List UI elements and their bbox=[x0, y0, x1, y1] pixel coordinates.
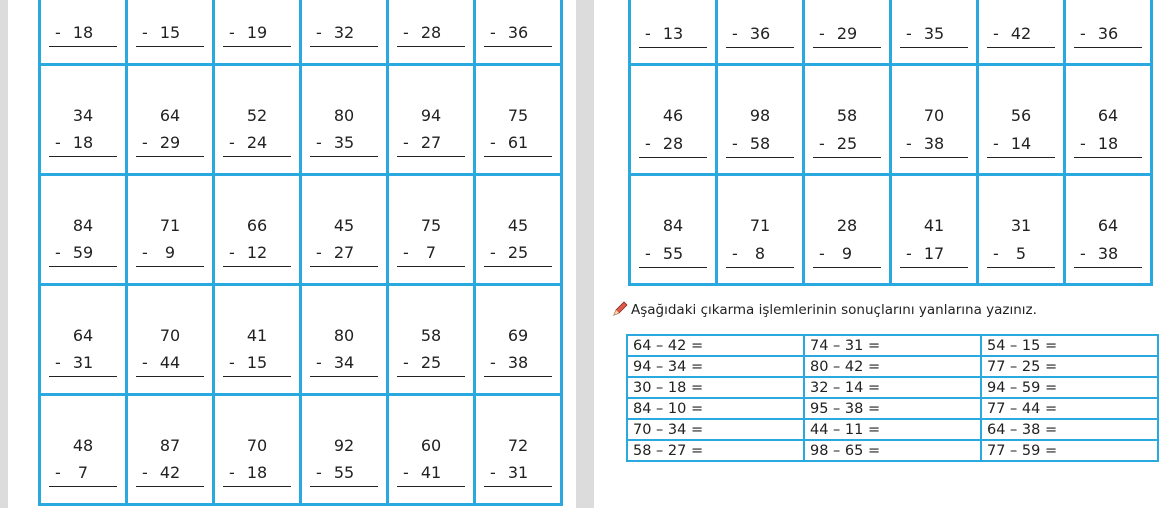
subtrahend-line bbox=[813, 134, 881, 158]
minuend: 45 bbox=[507, 216, 529, 235]
minuend: 92 bbox=[333, 436, 355, 455]
grid-row bbox=[40, 175, 562, 285]
minuend: 69 bbox=[507, 326, 529, 345]
subtraction-grid-left bbox=[38, 0, 563, 506]
expression-row bbox=[627, 440, 1158, 461]
subtrahend: 14 bbox=[1010, 134, 1032, 153]
subtrahend-line bbox=[1074, 24, 1142, 48]
grid-row bbox=[40, 285, 562, 395]
subtraction-grid-right bbox=[628, 0, 1153, 286]
minus-sign: - bbox=[819, 244, 825, 263]
minus-sign: - bbox=[55, 353, 61, 372]
minus-sign: - bbox=[229, 353, 235, 372]
minuend: 58 bbox=[420, 326, 442, 345]
subtrahend-line bbox=[900, 244, 968, 268]
expression-cell[interactable]: 74 – 31 = bbox=[804, 335, 981, 356]
minuend: 60 bbox=[420, 436, 442, 455]
subtrahend: 36 bbox=[749, 24, 771, 43]
subtrahend: 9 bbox=[164, 243, 176, 262]
problem-cell bbox=[978, 65, 1065, 175]
minus-sign: - bbox=[490, 23, 496, 42]
problem-cell bbox=[40, 175, 127, 285]
problem-cell bbox=[891, 0, 978, 65]
subtrahend-line bbox=[987, 24, 1055, 48]
subtrahend: 36 bbox=[1097, 24, 1119, 43]
problem-cell bbox=[127, 175, 214, 285]
subtrahend-line bbox=[136, 243, 204, 267]
subtrahend: 18 bbox=[72, 133, 94, 152]
minus-sign: - bbox=[316, 133, 322, 152]
minuend: 41 bbox=[923, 216, 945, 235]
minus-sign: - bbox=[229, 243, 235, 262]
minus-sign: - bbox=[403, 243, 409, 262]
minuend: 98 bbox=[749, 106, 771, 125]
minus-sign: - bbox=[403, 353, 409, 372]
problem-cell bbox=[388, 395, 475, 505]
subtrahend-line bbox=[136, 133, 204, 157]
minuend: 75 bbox=[507, 106, 529, 125]
expression-cell[interactable]: 64 – 38 = bbox=[981, 419, 1158, 440]
minus-sign: - bbox=[403, 23, 409, 42]
subtrahend-line bbox=[900, 134, 968, 158]
problem-cell bbox=[630, 65, 717, 175]
subtrahend: 61 bbox=[507, 133, 529, 152]
minuend: 64 bbox=[1097, 216, 1119, 235]
subtrahend-line bbox=[987, 134, 1055, 158]
subtrahend-line bbox=[397, 23, 465, 47]
minuend: 71 bbox=[159, 216, 181, 235]
minuend: 87 bbox=[159, 436, 181, 455]
expression-cell[interactable]: 64 – 42 = bbox=[627, 335, 804, 356]
problem-cell bbox=[1065, 0, 1152, 65]
subtrahend-line bbox=[397, 133, 465, 157]
subtrahend-line bbox=[813, 24, 881, 48]
minuend: 70 bbox=[246, 436, 268, 455]
minus-sign: - bbox=[645, 244, 651, 263]
subtrahend: 31 bbox=[72, 353, 94, 372]
problem-cell bbox=[475, 175, 562, 285]
problem-cell bbox=[388, 175, 475, 285]
subtrahend-line bbox=[223, 133, 291, 157]
subtrahend: 29 bbox=[836, 24, 858, 43]
problem-cell bbox=[978, 0, 1065, 65]
expression-table bbox=[626, 334, 1159, 462]
problem-cell bbox=[475, 285, 562, 395]
subtrahend: 38 bbox=[507, 353, 529, 372]
subtrahend: 55 bbox=[662, 244, 684, 263]
minus-sign: - bbox=[1080, 24, 1086, 43]
subtrahend: 24 bbox=[246, 133, 268, 152]
problem-cell bbox=[127, 0, 214, 65]
subtrahend-line bbox=[726, 244, 794, 268]
subtrahend: 28 bbox=[420, 23, 442, 42]
problem-cell bbox=[978, 175, 1065, 285]
minus-sign: - bbox=[490, 463, 496, 482]
subtrahend: 31 bbox=[507, 463, 529, 482]
subtrahend: 19 bbox=[246, 23, 268, 42]
subtrahend: 25 bbox=[836, 134, 858, 153]
minus-sign: - bbox=[316, 463, 322, 482]
grid-row bbox=[40, 0, 562, 65]
minus-sign: - bbox=[403, 463, 409, 482]
expression-cell[interactable]: 30 – 18 = bbox=[627, 377, 804, 398]
subtrahend: 42 bbox=[1010, 24, 1032, 43]
subtrahend-line bbox=[310, 133, 378, 157]
minuend: 64 bbox=[72, 326, 94, 345]
subtrahend: 35 bbox=[923, 24, 945, 43]
subtrahend: 7 bbox=[77, 463, 89, 482]
problem-cell bbox=[891, 175, 978, 285]
minus-sign: - bbox=[142, 133, 148, 152]
minuend: 56 bbox=[1010, 106, 1032, 125]
minus-sign: - bbox=[993, 24, 999, 43]
expression-cell[interactable]: 94 – 59 = bbox=[981, 377, 1158, 398]
expression-cell[interactable]: 54 – 15 = bbox=[981, 335, 1158, 356]
subtrahend: 35 bbox=[333, 133, 355, 152]
problem-cell bbox=[630, 175, 717, 285]
problem-cell bbox=[804, 65, 891, 175]
problem-cell bbox=[717, 175, 804, 285]
subtrahend: 25 bbox=[507, 243, 529, 262]
subtrahend-line bbox=[136, 23, 204, 47]
problem-cell bbox=[127, 285, 214, 395]
expression-cell[interactable]: 94 – 34 = bbox=[627, 356, 804, 377]
problem-cell bbox=[630, 0, 717, 65]
subtrahend-line bbox=[310, 23, 378, 47]
minuend: 64 bbox=[159, 106, 181, 125]
subtrahend-line bbox=[1074, 134, 1142, 158]
minus-sign: - bbox=[490, 243, 496, 262]
minuend: 94 bbox=[420, 106, 442, 125]
expression-row bbox=[627, 377, 1158, 398]
minus-sign: - bbox=[993, 244, 999, 263]
minuend: 71 bbox=[749, 216, 771, 235]
minus-sign: - bbox=[229, 133, 235, 152]
problem-cell bbox=[301, 175, 388, 285]
expression-row bbox=[627, 335, 1158, 356]
problem-cell bbox=[388, 0, 475, 65]
subtrahend: 18 bbox=[246, 463, 268, 482]
problem-cell bbox=[214, 0, 301, 65]
subtrahend-line bbox=[987, 244, 1055, 268]
minuend: 48 bbox=[72, 436, 94, 455]
subtrahend-line bbox=[397, 353, 465, 377]
problem-cell bbox=[40, 285, 127, 395]
minus-sign: - bbox=[732, 244, 738, 263]
problem-cell bbox=[301, 285, 388, 395]
minus-sign: - bbox=[906, 244, 912, 263]
minuend: 28 bbox=[836, 216, 858, 235]
minus-sign: - bbox=[229, 23, 235, 42]
minus-sign: - bbox=[316, 23, 322, 42]
subtrahend: 59 bbox=[72, 243, 94, 262]
minuend: 70 bbox=[159, 326, 181, 345]
problem-cell bbox=[475, 65, 562, 175]
subtrahend: 18 bbox=[1097, 134, 1119, 153]
subtrahend-line bbox=[49, 243, 117, 267]
subtrahend: 36 bbox=[507, 23, 529, 42]
expression-cell[interactable]: 77 – 25 = bbox=[981, 356, 1158, 377]
minus-sign: - bbox=[732, 24, 738, 43]
minus-sign: - bbox=[142, 463, 148, 482]
minuend: 58 bbox=[836, 106, 858, 125]
problem-cell bbox=[804, 0, 891, 65]
expression-cell[interactable]: 80 – 42 = bbox=[804, 356, 981, 377]
subtrahend: 5 bbox=[1015, 244, 1027, 263]
expression-cell[interactable]: 84 – 10 = bbox=[627, 398, 804, 419]
minus-sign: - bbox=[993, 134, 999, 153]
subtrahend-line bbox=[813, 244, 881, 268]
minus-sign: - bbox=[55, 243, 61, 262]
expression-row bbox=[627, 398, 1158, 419]
subtrahend-line bbox=[310, 243, 378, 267]
subtrahend: 27 bbox=[333, 243, 355, 262]
minuend: 66 bbox=[246, 216, 268, 235]
minus-sign: - bbox=[1080, 244, 1086, 263]
subtrahend-line bbox=[223, 463, 291, 487]
problem-cell bbox=[475, 395, 562, 505]
subtrahend: 15 bbox=[246, 353, 268, 372]
minus-sign: - bbox=[819, 24, 825, 43]
subtrahend-line bbox=[223, 23, 291, 47]
worksheet-page-right bbox=[594, 0, 1170, 508]
minus-sign: - bbox=[55, 463, 61, 482]
worksheet-page-left bbox=[8, 0, 576, 508]
subtrahend-line bbox=[310, 463, 378, 487]
subtrahend: 13 bbox=[662, 24, 684, 43]
minus-sign: - bbox=[490, 133, 496, 152]
problem-cell bbox=[388, 285, 475, 395]
subtrahend: 12 bbox=[246, 243, 268, 262]
subtrahend-line bbox=[484, 243, 552, 267]
subtrahend: 7 bbox=[425, 243, 437, 262]
minuend: 70 bbox=[923, 106, 945, 125]
minuend: 41 bbox=[246, 326, 268, 345]
subtrahend-line bbox=[397, 463, 465, 487]
subtrahend: 8 bbox=[754, 244, 766, 263]
minuend: 72 bbox=[507, 436, 529, 455]
problem-cell bbox=[301, 395, 388, 505]
subtrahend-line bbox=[484, 353, 552, 377]
problem-cell bbox=[127, 65, 214, 175]
minus-sign: - bbox=[229, 463, 235, 482]
problem-cell bbox=[214, 175, 301, 285]
subtrahend-line bbox=[49, 23, 117, 47]
expression-cell[interactable]: 77 – 44 = bbox=[981, 398, 1158, 419]
minus-sign: - bbox=[403, 133, 409, 152]
problem-cell bbox=[1065, 65, 1152, 175]
subtrahend-line bbox=[484, 463, 552, 487]
subtrahend-line bbox=[900, 24, 968, 48]
minus-sign: - bbox=[142, 243, 148, 262]
minuend: 84 bbox=[72, 216, 94, 235]
minuend: 34 bbox=[72, 106, 94, 125]
minus-sign: - bbox=[55, 133, 61, 152]
subtrahend-line bbox=[223, 353, 291, 377]
subtrahend: 15 bbox=[159, 23, 181, 42]
expression-cell[interactable]: 95 – 38 = bbox=[804, 398, 981, 419]
subtrahend-line bbox=[310, 353, 378, 377]
problem-cell bbox=[301, 65, 388, 175]
minus-sign: - bbox=[142, 23, 148, 42]
minuend: 80 bbox=[333, 326, 355, 345]
minus-sign: - bbox=[645, 24, 651, 43]
subtrahend-line bbox=[639, 134, 707, 158]
subtrahend-line bbox=[49, 133, 117, 157]
minuend: 46 bbox=[662, 106, 684, 125]
minus-sign: - bbox=[1080, 134, 1086, 153]
subtrahend: 25 bbox=[420, 353, 442, 372]
minuend: 84 bbox=[662, 216, 684, 235]
minus-sign: - bbox=[316, 353, 322, 372]
subtrahend-line bbox=[1074, 244, 1142, 268]
subtrahend-line bbox=[639, 244, 707, 268]
expression-cell[interactable]: 77 – 59 = bbox=[981, 440, 1158, 461]
subtrahend: 29 bbox=[159, 133, 181, 152]
minus-sign: - bbox=[645, 134, 651, 153]
problem-cell bbox=[40, 0, 127, 65]
problem-cell bbox=[804, 175, 891, 285]
subtrahend: 18 bbox=[72, 23, 94, 42]
minus-sign: - bbox=[732, 134, 738, 153]
problem-cell bbox=[127, 395, 214, 505]
problem-cell bbox=[717, 0, 804, 65]
minus-sign: - bbox=[906, 134, 912, 153]
minuend: 64 bbox=[1097, 106, 1119, 125]
instruction-text bbox=[612, 301, 1037, 318]
subtrahend-line bbox=[397, 243, 465, 267]
problem-cell bbox=[475, 0, 562, 65]
instruction-label: Aşağıdaki çıkarma işlemlerinin sonuçlarını yanlarına yazınız. bbox=[631, 302, 1037, 318]
expression-cell[interactable]: 58 – 27 = bbox=[627, 440, 804, 461]
subtrahend: 55 bbox=[333, 463, 355, 482]
subtrahend-line bbox=[49, 463, 117, 487]
problem-cell bbox=[40, 65, 127, 175]
grid-row bbox=[630, 0, 1152, 65]
grid-row bbox=[40, 395, 562, 505]
problem-cell bbox=[1065, 175, 1152, 285]
subtrahend: 32 bbox=[333, 23, 355, 42]
minus-sign: - bbox=[490, 353, 496, 372]
subtrahend-line bbox=[639, 24, 707, 48]
expression-cell[interactable]: 70 – 34 = bbox=[627, 419, 804, 440]
subtrahend-line bbox=[484, 23, 552, 47]
minuend: 31 bbox=[1010, 216, 1032, 235]
expression-cell[interactable]: 44 – 11 = bbox=[804, 419, 981, 440]
minus-sign: - bbox=[906, 24, 912, 43]
problem-cell bbox=[214, 65, 301, 175]
minus-sign: - bbox=[55, 23, 61, 42]
grid-row bbox=[630, 175, 1152, 285]
expression-cell[interactable]: 32 – 14 = bbox=[804, 377, 981, 398]
subtrahend-line bbox=[136, 463, 204, 487]
subtrahend: 17 bbox=[923, 244, 945, 263]
problem-cell bbox=[214, 285, 301, 395]
subtrahend: 9 bbox=[841, 244, 853, 263]
minus-sign: - bbox=[316, 243, 322, 262]
subtrahend: 34 bbox=[333, 353, 355, 372]
expression-cell[interactable]: 98 – 65 = bbox=[804, 440, 981, 461]
subtrahend: 58 bbox=[749, 134, 771, 153]
expression-row bbox=[627, 419, 1158, 440]
subtrahend-line bbox=[726, 24, 794, 48]
grid-row bbox=[630, 65, 1152, 175]
problem-cell bbox=[388, 65, 475, 175]
grid-row bbox=[40, 65, 562, 175]
pencil-icon bbox=[612, 302, 631, 318]
subtrahend: 44 bbox=[159, 353, 181, 372]
problem-cell bbox=[891, 65, 978, 175]
subtrahend-line bbox=[136, 353, 204, 377]
problem-cell bbox=[301, 0, 388, 65]
subtrahend: 38 bbox=[1097, 244, 1119, 263]
subtrahend-line bbox=[223, 243, 291, 267]
subtrahend-line bbox=[49, 353, 117, 377]
minus-sign: - bbox=[819, 134, 825, 153]
problem-cell bbox=[214, 395, 301, 505]
problem-cell bbox=[717, 65, 804, 175]
subtrahend-line bbox=[726, 134, 794, 158]
minuend: 45 bbox=[333, 216, 355, 235]
subtrahend-line bbox=[484, 133, 552, 157]
problem-cell bbox=[40, 395, 127, 505]
minus-sign: - bbox=[142, 353, 148, 372]
minuend: 75 bbox=[420, 216, 442, 235]
minuend: 52 bbox=[246, 106, 268, 125]
expression-row bbox=[627, 356, 1158, 377]
subtrahend: 27 bbox=[420, 133, 442, 152]
subtrahend: 28 bbox=[662, 134, 684, 153]
minuend: 80 bbox=[333, 106, 355, 125]
subtrahend: 38 bbox=[923, 134, 945, 153]
subtrahend: 42 bbox=[159, 463, 181, 482]
subtrahend: 41 bbox=[420, 463, 442, 482]
